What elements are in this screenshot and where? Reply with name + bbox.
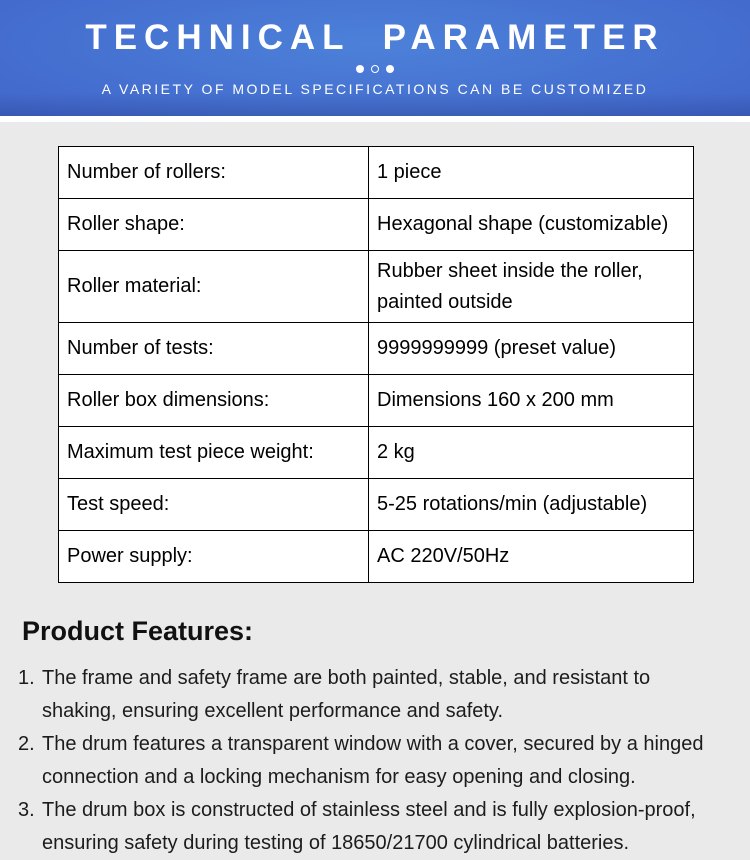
list-item	[18, 728, 718, 794]
spec-label: Roller box dimensions:	[59, 375, 369, 427]
list-item-text: The drum features a transparent window with a cover, secured by a hinged	[42, 733, 704, 755]
technical-parameter-banner	[0, 0, 750, 116]
product-features-heading: Product Features:	[22, 616, 254, 646]
dot-hollow-icon	[371, 65, 379, 73]
table-row	[59, 251, 694, 323]
spec-value: 1 piece	[369, 147, 694, 199]
table-row	[59, 375, 694, 427]
dot-filled-icon	[356, 65, 364, 73]
list-item	[18, 794, 718, 860]
list-item-number: 2.	[18, 733, 35, 755]
table-row	[59, 199, 694, 251]
spec-table	[58, 146, 694, 583]
spec-value: 5-25 rotations/min (adjustable)	[369, 479, 694, 531]
list-item	[18, 662, 718, 728]
table-row	[59, 147, 694, 199]
list-item-number: 3.	[18, 799, 35, 821]
spec-value: Rubber sheet inside the roller, painted outside	[369, 251, 694, 323]
table-row	[59, 323, 694, 375]
list-item-text: connection and a locking mechanism for easy opening and closing.	[42, 766, 636, 788]
spec-label: Test speed:	[59, 479, 369, 531]
spec-label: Roller material:	[59, 251, 369, 323]
spec-value: Hexagonal shape (customizable)	[369, 199, 694, 251]
spec-label: Power supply:	[59, 531, 369, 583]
spec-value: AC 220V/50Hz	[369, 531, 694, 583]
product-features-list	[18, 662, 718, 860]
spec-value: 9999999999 (preset value)	[369, 323, 694, 375]
dot-filled-icon	[386, 65, 394, 73]
table-row	[59, 531, 694, 583]
table-row	[59, 479, 694, 531]
banner-title: TECHNICAL PARAMETER	[85, 18, 665, 57]
spec-value: 2 kg	[369, 427, 694, 479]
list-item-text: shaking, ensuring excellent performance and safety.	[42, 700, 504, 722]
spec-label: Number of rollers:	[59, 147, 369, 199]
spec-label: Number of tests:	[59, 323, 369, 375]
spec-label: Maximum test piece weight:	[59, 427, 369, 479]
spec-label: Roller shape:	[59, 199, 369, 251]
list-item-text: The frame and safety frame are both painted, stable, and resistant to	[42, 667, 651, 689]
carousel-dots	[0, 64, 750, 73]
list-item-number: 1.	[18, 667, 35, 689]
banner-gap-divider	[0, 116, 750, 122]
banner-subtitle: A VARIETY OF MODEL SPECIFICATIONS CAN BE CUSTOMIZED	[101, 81, 649, 97]
list-item-text: ensuring safety during testing of 18650/21700 cylindrical batteries.	[42, 832, 630, 854]
list-item-text: The drum box is constructed of stainless steel and is fully explosion-proof,	[42, 799, 696, 821]
table-row	[59, 427, 694, 479]
spec-value: Dimensions 160 x 200 mm	[369, 375, 694, 427]
